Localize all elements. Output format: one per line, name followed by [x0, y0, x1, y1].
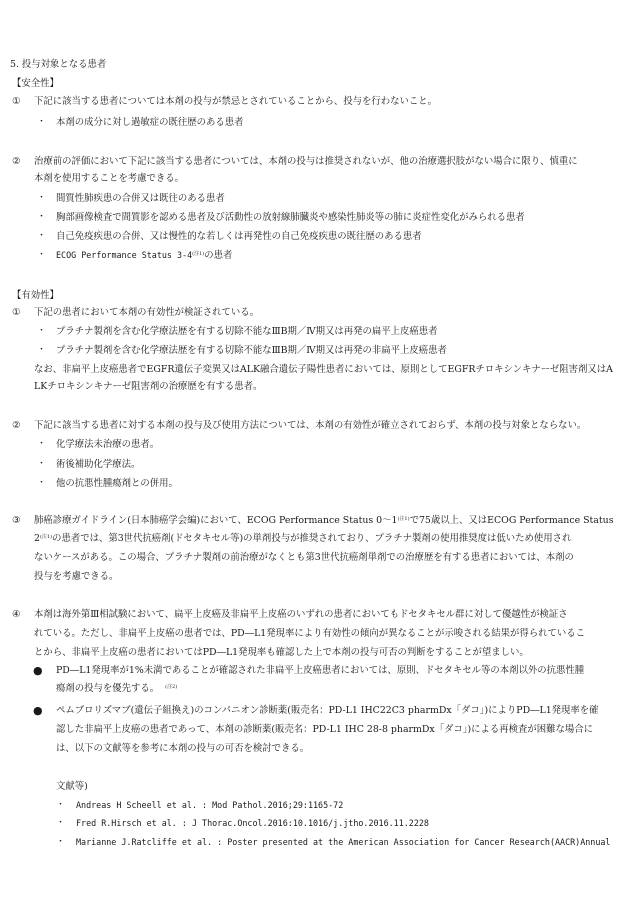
efficacy-item1-text: 下記の患者において本剤の有効性が検証されている。: [34, 307, 260, 318]
safety-item2-bullet-ecog: [56, 249, 232, 262]
efficacy-item2-bullet-1: 化学療法未治療の患者。: [56, 439, 160, 450]
safety-label: 【安全性】: [12, 78, 59, 89]
efficacy-item1-bullet-1: プラチナ製剤を含む化学療法歴を有する切除不能なⅢB期／Ⅳ期又は再発の扁平上皮癌患者: [56, 326, 438, 337]
efficacy-item4-line2: れている。ただし、非扁平上皮癌の患者では、PD―L1発現率により有効性の傾向が異なることが示唆される結果が得られているこ: [34, 628, 586, 639]
section-heading: 5. 投与対象となる患者: [10, 59, 107, 70]
bullet-mark: ・: [56, 818, 66, 828]
efficacy-label: 【有効性】: [12, 290, 59, 301]
efficacy-item2-number: ②: [12, 420, 21, 431]
dot2-line3: は、以下の文献等を参考に本剤の投与の可否を検討できる。: [56, 743, 310, 754]
efficacy-item2-text: 下記に該当する患者に対する本剤の投与及び使用方法については、本剤の有効性が確立されておらず、本剤の投与対象とならない。: [34, 420, 587, 431]
ecog-text: ECOG Performance Status 3-4: [56, 250, 193, 260]
footnote-ref: (注2): [165, 684, 178, 690]
safety-item1-text: 下記に該当する患者については本剤の投与が禁忌とされていることから、投与を行わないこと。: [34, 96, 437, 107]
safety-item2-line1: 治療前の評価において下記に該当する患者については、本剤の投与は推奨されないが、他の治療選択肢がない場合に限り、慎重に: [34, 156, 578, 167]
efficacy-item4-number: ④: [12, 609, 21, 620]
reference-2: Fred R.Hirsch et al. : J Thorac.Oncol.2016:10.1016/j.jtho.2016.11.2228: [76, 818, 429, 828]
efficacy-item2-bullet-2: 術後補助化学療法。: [56, 459, 141, 470]
efficacy-item1-note-line1: なお、非扁平上皮癌患者でEGFR遺伝子変異又はALK融合遺伝子陽性患者においては、原則としてEGFRチロキシンキナーゼ阻害剤又はA: [34, 364, 613, 375]
efficacy-item4-line1: 本剤は海外第Ⅲ相試験において、扁平上皮癌及非扁平上皮癌のいずれの患者においてもドセタキセル群に対して優越性が検証さ: [34, 609, 568, 620]
safety-item1-bullet: 本剤の成分に対し過敏症の既往歴のある患者: [56, 117, 244, 128]
item3-line2-a: 2: [34, 533, 40, 544]
efficacy-item3-line3: ないケースがある。この場合、プラチナ製剤の前治療がなくとも第3世代抗癌剤単剤での治療歴を有する患者においては、本剤の: [34, 552, 574, 563]
bullet-mark: ・: [56, 837, 66, 847]
reference-3: Marianne J.Ratcliffe et al. : Poster presented at the American Association for Cancer Research(AACR)Annual: [76, 837, 611, 847]
reference-1: Andreas H Scheell et al. : Mod Pathol.2016;29:1165-72: [76, 800, 344, 810]
safety-item2-bullet-1: 間質性肺疾患の合併又は既往のある患者: [56, 193, 225, 204]
bullet-mark: ・: [37, 478, 47, 488]
bullet-mark: ・: [56, 800, 66, 810]
dot-mark: ●: [33, 664, 43, 677]
bullet-mark: ・: [37, 193, 47, 203]
bullet-mark: ・: [37, 250, 47, 260]
dot-mark: ●: [33, 704, 43, 717]
safety-item2-line2: 本剤を使用することを考慮できる。: [34, 173, 185, 184]
item3-line1-a: 肺癌診療ガイドライン(日本肺癌学会編)において、ECOG Performance Status 0～1: [34, 515, 398, 526]
item3-line2-b: の患者では、第3世代抗癌剤(ドセタキセル等)の単剤投与が推奨されており、プラチナ製剤の使用推奨度は低いため使用され: [52, 533, 572, 544]
ecog-suffix: の患者: [204, 250, 233, 261]
dot2-line2: 認した非扁平上皮癌の患者であって、本剤の診断薬(販売名：PD-L1 IHC 28-8 pharmDx「ダコ」)による再検査が困難な場合に: [56, 724, 594, 735]
efficacy-item3-line1: [34, 514, 614, 527]
efficacy-item1-bullet-2: プラチナ製剤を含む化学療法歴を有する切除不能なⅢB期／Ⅳ期又は再発の非扁平上皮癌患者: [56, 345, 447, 356]
safety-item2-number: ②: [12, 156, 21, 167]
efficacy-item4-line3: とから、非扁平上皮癌の患者においてはPD―L1発現率も確認した上で本剤の投与可否の判断をすることが望ましい。: [34, 647, 529, 658]
dot1-line1: PD―L1発現率が1%未満であることが確認された非扁平上皮癌患者においては、原則、ドセタキセル等の本剤以外の抗悪性腫: [56, 665, 585, 676]
bullet-mark: ・: [37, 231, 47, 241]
references-title: 文献等): [56, 781, 88, 792]
efficacy-item1-number: ①: [12, 307, 21, 318]
efficacy-item2-bullet-3: 他の抗悪性腫瘍剤との併用。: [56, 478, 178, 489]
efficacy-item3-line2: [34, 532, 571, 545]
dot1-line2-text: 瘍剤の投与を優先する。: [56, 683, 160, 694]
dot1-line2: [56, 682, 177, 695]
bullet-mark: ・: [37, 326, 47, 336]
efficacy-item3-number: ③: [12, 515, 21, 526]
footnote-ref: (注1): [397, 516, 410, 522]
safety-item1-number: ①: [12, 96, 21, 107]
bullet-mark: ・: [37, 117, 47, 127]
efficacy-item3-line4: 投与を考慮できる。: [34, 571, 119, 582]
bullet-mark: ・: [37, 345, 47, 355]
footnote-ref: (注1): [39, 534, 53, 540]
efficacy-item1-note-line2: LKチロキシンキナーゼ阻害剤の治療歴を有する患者。: [34, 381, 263, 392]
bullet-mark: ・: [37, 212, 47, 222]
bullet-mark: ・: [37, 439, 47, 449]
dot2-line1: ペムブロリズマブ(遺伝子組換え)のコンパニオン診断薬(販売名：PD-L1 IHC22C3 pharmDx「ダコ」)によりPD―L1発現率を確: [56, 705, 599, 716]
bullet-mark: ・: [37, 459, 47, 469]
safety-item2-bullet-2: 胸部画像検査で間質影を認める患者及び活動性の放射線肺臓炎や感染性肺炎等の肺に炎症性変化がみられる患者: [56, 212, 525, 223]
safety-item2-bullet-3: 自己免疫疾患の合併、又は慢性的な若しくは再発性の自己免疫疾患の既往歴のある患者: [56, 231, 422, 242]
footnote-ref: (注1): [192, 251, 205, 257]
item3-line1-b: で75歳以上、又はECOG Performance Status: [409, 515, 614, 526]
